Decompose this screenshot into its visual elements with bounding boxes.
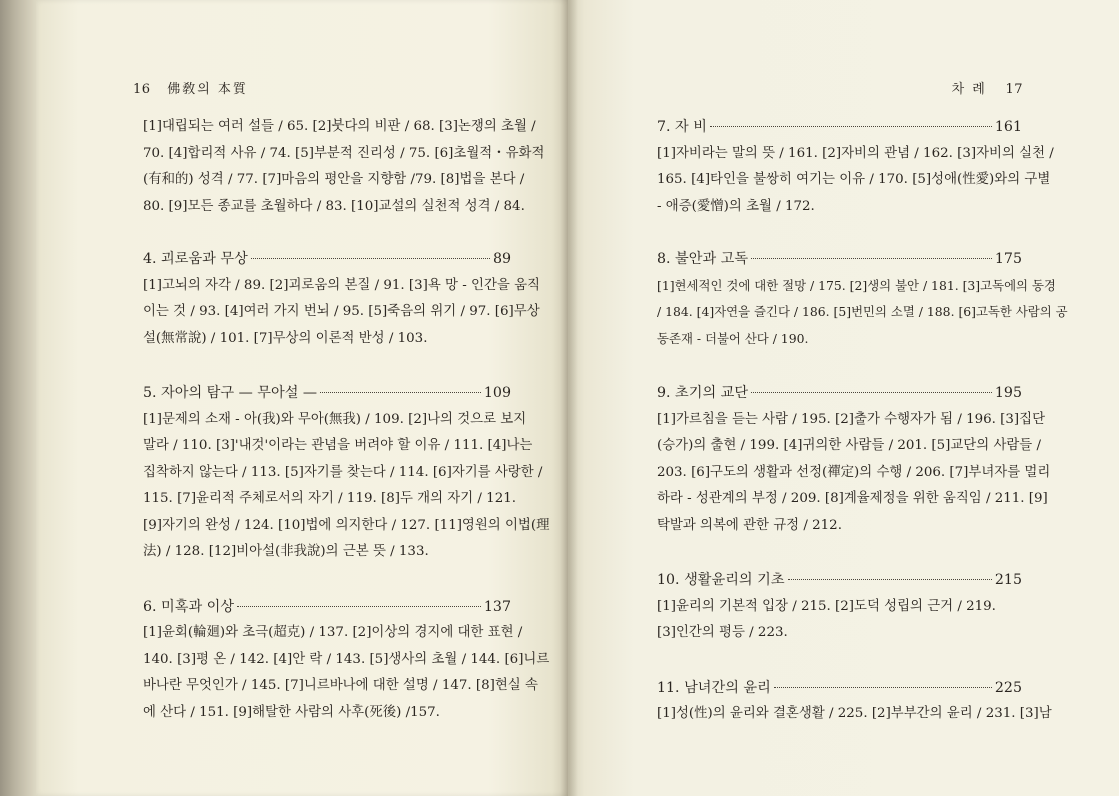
toc-chapter-heading [657,246,1022,273]
toc-subentry-line: 70. [4]합리적 사유 / 74. [5]부분적 진리성 / 75. [6]초월적・유화적 [143,145,545,161]
toc-subentry-line: 말라 / 110. [3]'내것'이라는 관념을 버려야 할 이유 / 111. [4]나는 [143,438,533,453]
toc-subentry-line: 이는 것 / 93. [4]여러 가지 번뇌 / 95. [5]죽음의 위기 / 97. [6]무상 [143,304,540,319]
chapter-title: 10. 생활윤리의 기초 [657,572,785,588]
toc-subentry-line: - 애증(愛憎)의 초월 / 172. [657,198,815,214]
left-toc-column [143,114,550,748]
chapter-page: 215 [994,572,1022,588]
left-running-title: 佛敎의 本質 [167,82,248,97]
chapter-title: 7. 자 비 [657,119,707,135]
toc-entry-chapter-6 [143,594,550,727]
chapter-title: 8. 불안과 고독 [657,251,749,267]
toc-chapter-heading [657,567,1022,594]
leader-dots [774,687,992,688]
toc-subentry-line: [3]인간의 평등 / 223. [657,625,788,640]
chapter-title: 4. 괴로움과 무상 [143,251,248,267]
leader-dots [788,579,992,580]
toc-entry-chapter-5 [143,380,550,566]
chapter-title: 6. 미혹과 이상 [143,598,235,615]
toc-entry-chapter-9 [657,380,1051,539]
toc-subentry-line: 80. [9]모든 종교를 초월하다 / 83. [10]교설의 실천적 성격 / 84. [143,198,525,214]
chapter-page: 225 [994,679,1022,696]
toc-subentry-line: 설(無常說) / 101. [7]무상의 이론적 반성 / 103. [143,330,428,346]
toc-subentry-line: 115. [7]윤리적 주체로서의 자기 / 119. [8]두 개의 자기 / 121. [143,491,516,506]
chapter-page: 161 [994,119,1022,135]
toc-chapter-heading [143,380,511,407]
toc-entry-chapter-8 [657,246,1068,352]
toc-entry-chapter-10 [657,567,1022,647]
toc-entry-chapter-11 [657,675,1052,728]
right-running-title: 차 례 [951,82,987,97]
toc-chapter-heading [657,114,1022,141]
chapter-page: 137 [483,598,511,615]
toc-subentry-line: [1]성(性)의 윤리와 결혼생활 / 225. [2]부부간의 윤리 / 231. [3]남 [657,706,1052,721]
toc-subentry-line: 집착하지 않는다 / 113. [5]자기를 찾는다 / 114. [6]자기를 사랑한 / [143,464,543,480]
leader-dots [251,258,490,259]
toc-subentry-line: [1]대립되는 여러 설들 / 65. [2]붓다의 비판 / 68. [3]논쟁의 초월 / [143,119,536,134]
toc-subentry-line: [1]가르침을 듣는 사람 / 195. [2]출가 수행자가 됨 / 196. [3]집단 [657,411,1046,427]
right-page-number: 17 [1005,82,1023,97]
chapter-title: 5. 자아의 탐구 — 무아설 — [143,385,318,401]
toc-continuation [143,114,545,220]
toc-subentry-line: / 184. [4]자연을 즐긴다 / 186. [5]번민의 소멸 / 188. [6]고독한 사람의 공 [657,304,1068,319]
toc-subentry-line: [1]문제의 소재 - 아(我)와 무아(無我) / 109. [2]나의 것으로 보지 [143,411,527,427]
book-edge [0,0,36,796]
toc-subentry-line: 에 산다 / 151. [9]해탈한 사람의 사후(死後) /157. [143,704,440,720]
toc-subentry-line: [1]윤회(輪廻)와 초극(超克) / 137. [2]이상의 경지에 대한 표현 / [143,625,523,640]
toc-entry-chapter-4 [143,246,540,352]
toc-subentry-line: 하라 - 성관계의 부정 / 209. [8]계율제정을 위한 움직임 / 211. [9] [657,491,1048,506]
chapter-title: 11. 남녀간의 윤리 [657,679,771,696]
leader-dots [710,126,992,127]
toc-subentry-line: 바나란 무엇인가 / 145. [7]니르바나에 대한 설명 / 147. [8]현실 속 [143,678,538,693]
book-gutter [560,0,578,796]
chapter-title: 9. 초기의 교단 [657,385,749,401]
toc-subentry-line: [1]현세적인 것에 대한 절망 / 175. [2]생의 불안 / 181. [3]고독에의 동경 [657,277,1056,293]
right-toc-column [657,114,1068,750]
toc-subentry-line: [9]자기의 완성 / 124. [10]법에 의지한다 / 127. [11]영원의 이법(理 [143,517,550,533]
toc-subentry-line: (有和的) 성격 / 77. [7]마음의 평안을 지향함 /79. [8]법을 본다 / [143,172,525,187]
toc-subentry-line: 동존재 - 더불어 산다 / 190. [657,330,809,346]
right-running-head [952,78,1023,97]
toc-entry-chapter-7 [657,114,1054,220]
toc-subentry-line: 203. [6]구도의 생활과 선정(禪定)의 수행 / 206. [7]부녀자를 멀리 [657,464,1051,480]
toc-chapter-heading [143,594,511,621]
toc-subentry-line: 165. [4]타인을 불쌍히 여기는 이유 / 170. [5]성애(性愛)와의 구별 [657,172,1051,187]
left-running-head [133,78,248,97]
toc-subentry-line: 法) / 128. [12]비아설(非我說)의 근본 뜻 / 133. [143,544,429,559]
leader-dots [751,258,992,259]
chapter-page: 195 [994,385,1022,401]
toc-subentry-line: 탁발과 의복에 관한 규정 / 212. [657,517,842,533]
chapter-page: 109 [483,385,511,401]
toc-chapter-heading [657,380,1022,407]
leader-dots [751,392,992,393]
chapter-page: 175 [994,251,1022,267]
toc-subentry-line: 140. [3]평 온 / 142. [4]안 락 / 143. [5]생사의 초월 / 144. [6]니르 [143,651,550,667]
toc-chapter-heading [143,246,511,273]
leader-dots [320,392,481,393]
toc-subentry-line: (승가)의 출현 / 199. [4]귀의한 사람들 / 201. [5]교단의 사람들 / [657,438,1042,453]
toc-subentry-line: [1]고뇌의 자각 / 89. [2]괴로움의 본질 / 91. [3]욕 망 - 인간을 움직 [143,277,540,293]
toc-subentry-line: [1]자비라는 말의 뜻 / 161. [2]자비의 관념 / 162. [3]자비의 실천 / [657,145,1054,161]
toc-subentry-line: [1]윤리의 기본적 입장 / 215. [2]도덕 성립의 근거 / 219. [657,598,996,614]
toc-chapter-heading [657,675,1022,702]
leader-dots [237,606,481,607]
chapter-page: 89 [492,251,511,267]
left-page-number: 16 [133,82,151,97]
